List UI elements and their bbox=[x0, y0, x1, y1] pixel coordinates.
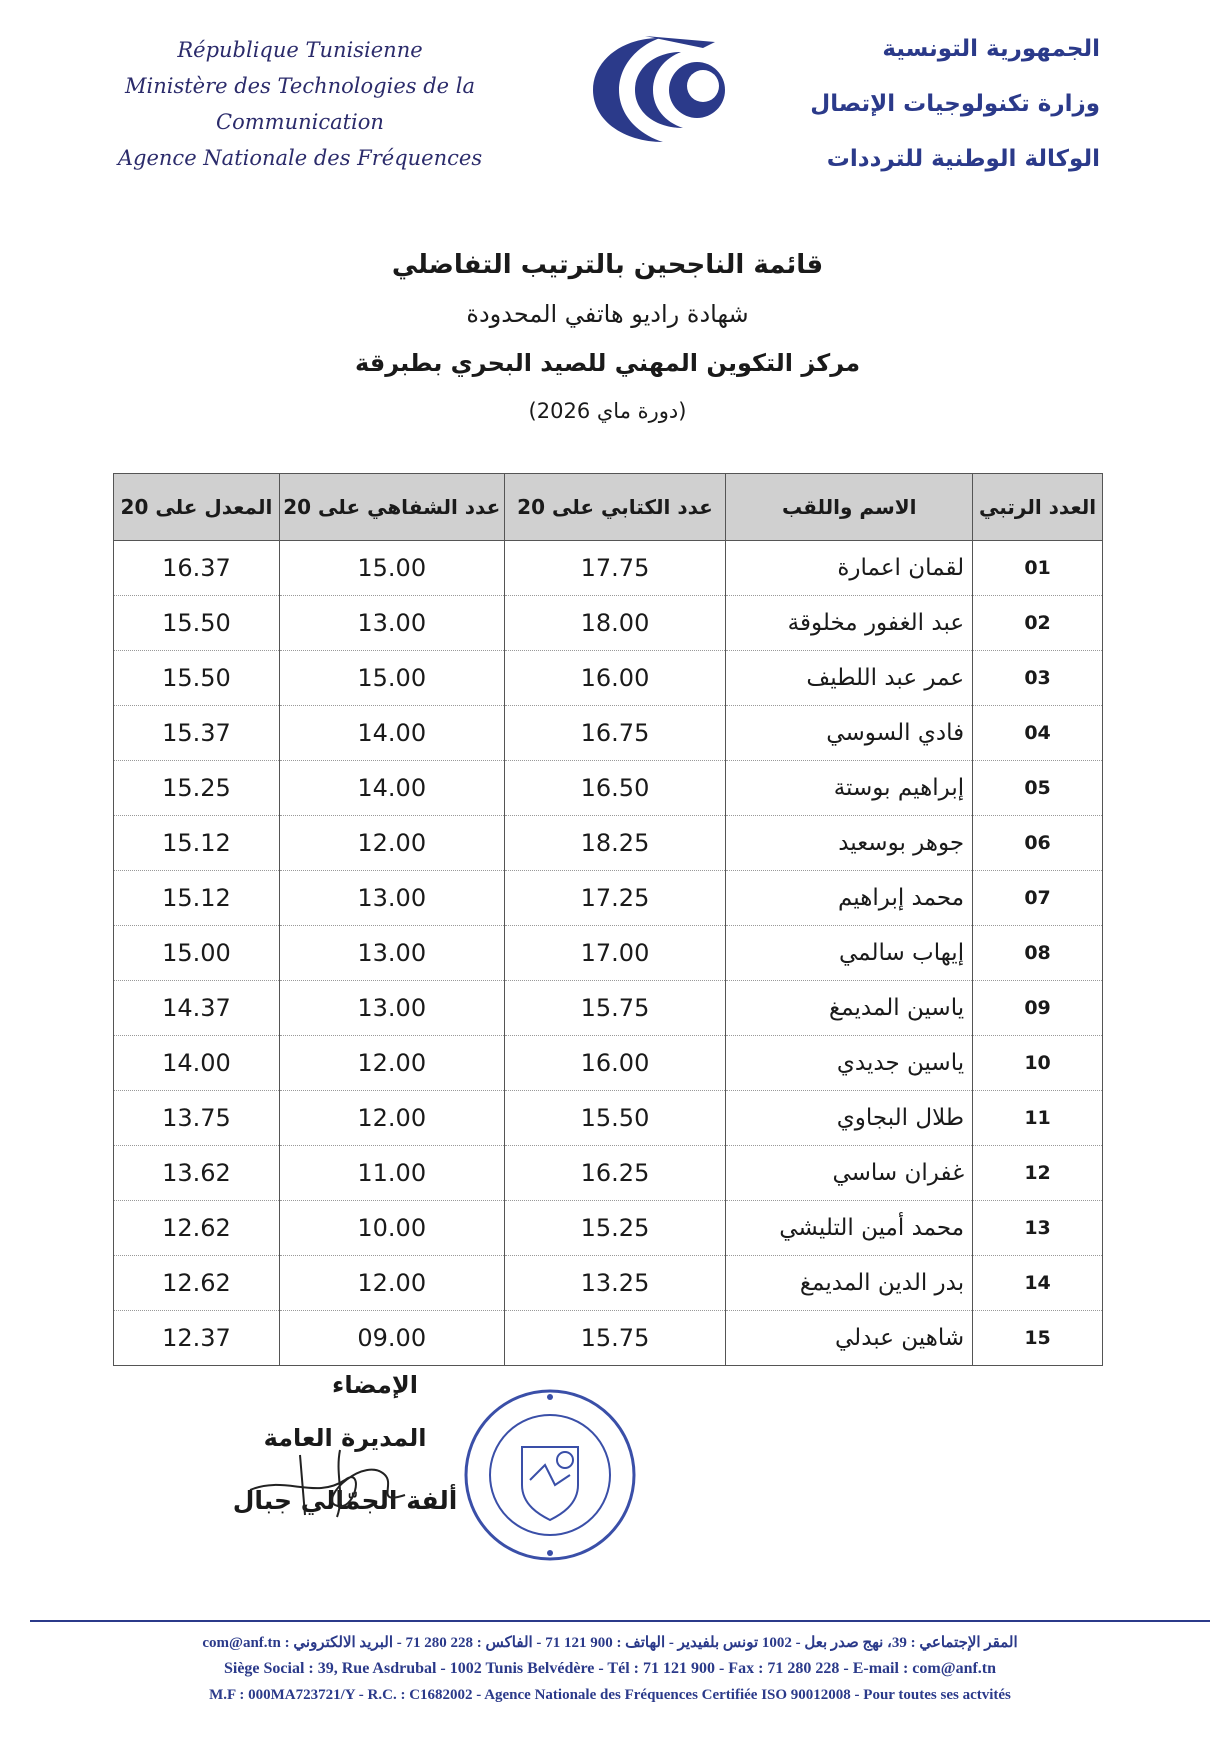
name-cell: لقمان اعمارة bbox=[726, 541, 973, 596]
header-ar-line-1: الجمهورية التونسية bbox=[882, 36, 1100, 62]
signatory-name: ألفة الجمّالي جبال bbox=[232, 1486, 458, 1515]
name-cell: إبراهيم بوستة bbox=[726, 761, 973, 816]
written-cell: 15.25 bbox=[504, 1201, 726, 1256]
average-cell: 12.62 bbox=[114, 1201, 280, 1256]
oral-cell: 14.00 bbox=[279, 706, 504, 761]
average-cell: 14.37 bbox=[114, 981, 280, 1036]
written-cell: 17.00 bbox=[504, 926, 726, 981]
oral-cell: 15.00 bbox=[279, 651, 504, 706]
rank-cell: 07 bbox=[973, 871, 1103, 926]
col-rank-header: العدد الرتبي bbox=[973, 474, 1103, 541]
name-cell: جوهر بوسعيد bbox=[726, 816, 973, 871]
signature-label: الإمضاء bbox=[332, 1371, 418, 1399]
written-cell: 13.25 bbox=[504, 1256, 726, 1311]
table-row bbox=[114, 1201, 1103, 1256]
rank-cell: 06 bbox=[973, 816, 1103, 871]
name-cell: شاهين عبدلي bbox=[726, 1311, 973, 1366]
name-cell: بدر الدين المديمغ bbox=[726, 1256, 973, 1311]
rank-cell: 08 bbox=[973, 926, 1103, 981]
average-cell: 15.25 bbox=[114, 761, 280, 816]
rank-cell: 12 bbox=[973, 1146, 1103, 1201]
footer-address-ar: المقر الإجتماعي : 39، نهج صدر بعل - 1002 تونس بلفيدير - الهاتف : 900 121 71 - الفاكس : 228 280 71 - البريد الالكتروني : com@anf.tn bbox=[202, 1635, 1018, 1651]
header-ar bbox=[800, 22, 1100, 187]
name-cell: محمد أمين التليشي bbox=[726, 1201, 973, 1256]
written-cell: 18.25 bbox=[504, 816, 726, 871]
header-fr-line-1: République Tunisienne bbox=[177, 38, 423, 62]
name-cell: فادي السوسي bbox=[726, 706, 973, 761]
average-cell: 15.12 bbox=[114, 816, 280, 871]
rank-cell: 01 bbox=[973, 541, 1103, 596]
results-table bbox=[113, 473, 1103, 1366]
header-ar-line-3: الوكالة الوطنية للترددات bbox=[826, 146, 1100, 172]
average-cell: 15.50 bbox=[114, 596, 280, 651]
table-row bbox=[114, 706, 1103, 761]
table-row bbox=[114, 816, 1103, 871]
oral-cell: 10.00 bbox=[279, 1201, 504, 1256]
average-cell: 13.75 bbox=[114, 1091, 280, 1146]
oral-cell: 12.00 bbox=[279, 816, 504, 871]
document-title: قائمة الناجحين بالترتيب التفاضلي bbox=[391, 250, 824, 280]
name-cell: طلال البجاوي bbox=[726, 1091, 973, 1146]
name-cell: ياسين المديمغ bbox=[726, 981, 973, 1036]
name-cell: غفران ساسي bbox=[726, 1146, 973, 1201]
table-header-row bbox=[114, 474, 1103, 541]
average-cell: 15.37 bbox=[114, 706, 280, 761]
col-average-header: المعدل على 20 bbox=[114, 474, 280, 541]
oral-cell: 15.00 bbox=[279, 541, 504, 596]
oral-cell: 12.00 bbox=[279, 1036, 504, 1091]
certificate-title: شهادة راديو هاتفي المحدودة bbox=[466, 300, 749, 328]
name-cell: عبد الغفور مخلوقة bbox=[726, 596, 973, 651]
official-stamp-icon bbox=[460, 1385, 640, 1565]
average-cell: 15.50 bbox=[114, 651, 280, 706]
written-cell: 15.75 bbox=[504, 981, 726, 1036]
rank-cell: 03 bbox=[973, 651, 1103, 706]
oral-cell: 13.00 bbox=[279, 926, 504, 981]
table-row bbox=[114, 761, 1103, 816]
oral-cell: 14.00 bbox=[279, 761, 504, 816]
table-row bbox=[114, 651, 1103, 706]
table-row bbox=[114, 1311, 1103, 1366]
table-row bbox=[114, 981, 1103, 1036]
rank-cell: 02 bbox=[973, 596, 1103, 651]
average-cell: 12.62 bbox=[114, 1256, 280, 1311]
table-row bbox=[114, 1036, 1103, 1091]
anf-logo-icon bbox=[585, 30, 735, 150]
signatory-title: المديرة العامة bbox=[263, 1424, 427, 1452]
written-cell: 16.50 bbox=[504, 761, 726, 816]
table-row bbox=[114, 1091, 1103, 1146]
written-cell: 16.25 bbox=[504, 1146, 726, 1201]
footer-divider bbox=[30, 1620, 1210, 1622]
oral-cell: 12.00 bbox=[279, 1091, 504, 1146]
header-ar-line-2: وزارة تكنولوجيات الإتصال bbox=[810, 91, 1100, 117]
col-oral-header: عدد الشفاهي على 20 bbox=[279, 474, 504, 541]
name-cell: محمد إبراهيم bbox=[726, 871, 973, 926]
rank-cell: 09 bbox=[973, 981, 1103, 1036]
oral-cell: 13.00 bbox=[279, 871, 504, 926]
written-cell: 17.25 bbox=[504, 871, 726, 926]
written-cell: 17.75 bbox=[504, 541, 726, 596]
footer-address-fr: Siège Social : 39, Rue Asdrubal - 1002 Tunis Belvédère - Tél : 71 121 900 - Fax : 71 280 228 - E-mail : com@anf.tn bbox=[223, 1660, 997, 1677]
rank-cell: 11 bbox=[973, 1091, 1103, 1146]
written-cell: 15.75 bbox=[504, 1311, 726, 1366]
session-title: (دورة ماي 2026) bbox=[528, 399, 687, 423]
rank-cell: 13 bbox=[973, 1201, 1103, 1256]
written-cell: 15.50 bbox=[504, 1091, 726, 1146]
table-row bbox=[114, 596, 1103, 651]
table-row bbox=[114, 871, 1103, 926]
rank-cell: 14 bbox=[973, 1256, 1103, 1311]
oral-cell: 12.00 bbox=[279, 1256, 504, 1311]
average-cell: 12.37 bbox=[114, 1311, 280, 1366]
rank-cell: 10 bbox=[973, 1036, 1103, 1091]
center-title: مركز التكوين المهني للصيد البحري بطبرقة bbox=[354, 349, 861, 377]
average-cell: 16.37 bbox=[114, 541, 280, 596]
written-cell: 16.00 bbox=[504, 651, 726, 706]
table-row bbox=[114, 541, 1103, 596]
written-cell: 18.00 bbox=[504, 596, 726, 651]
handwritten-signature-icon bbox=[245, 1445, 415, 1525]
average-cell: 14.00 bbox=[114, 1036, 280, 1091]
average-cell: 13.62 bbox=[114, 1146, 280, 1201]
table-row bbox=[114, 1256, 1103, 1311]
header-fr-line-3: Agence Nationale des Fréquences bbox=[117, 146, 483, 170]
footer-legal: M.F : 000MA723721/Y - R.C. : C1682002 - Agence Nationale des Fréquences Certifiée ISO 90012008 - Pour toutes ses actvités bbox=[209, 1687, 1011, 1703]
written-cell: 16.75 bbox=[504, 706, 726, 761]
average-cell: 15.12 bbox=[114, 871, 280, 926]
name-cell: إيهاب سالمي bbox=[726, 926, 973, 981]
header-fr-line-2: Ministère des Technologies de la Communication bbox=[124, 74, 475, 134]
oral-cell: 09.00 bbox=[279, 1311, 504, 1366]
footer bbox=[40, 1630, 1180, 1708]
oral-cell: 11.00 bbox=[279, 1146, 504, 1201]
written-cell: 16.00 bbox=[504, 1036, 726, 1091]
name-cell: ياسين جديدي bbox=[726, 1036, 973, 1091]
col-name-header: الاسم واللقب bbox=[726, 474, 973, 541]
name-cell: عمر عبد اللطيف bbox=[726, 651, 973, 706]
header-fr bbox=[40, 32, 560, 176]
oral-cell: 13.00 bbox=[279, 596, 504, 651]
document-titles bbox=[0, 240, 1215, 434]
col-written-header: عدد الكتابي على 20 bbox=[504, 474, 726, 541]
table-row bbox=[114, 926, 1103, 981]
rank-cell: 05 bbox=[973, 761, 1103, 816]
rank-cell: 04 bbox=[973, 706, 1103, 761]
oral-cell: 13.00 bbox=[279, 981, 504, 1036]
average-cell: 15.00 bbox=[114, 926, 280, 981]
rank-cell: 15 bbox=[973, 1311, 1103, 1366]
table-row bbox=[114, 1146, 1103, 1201]
